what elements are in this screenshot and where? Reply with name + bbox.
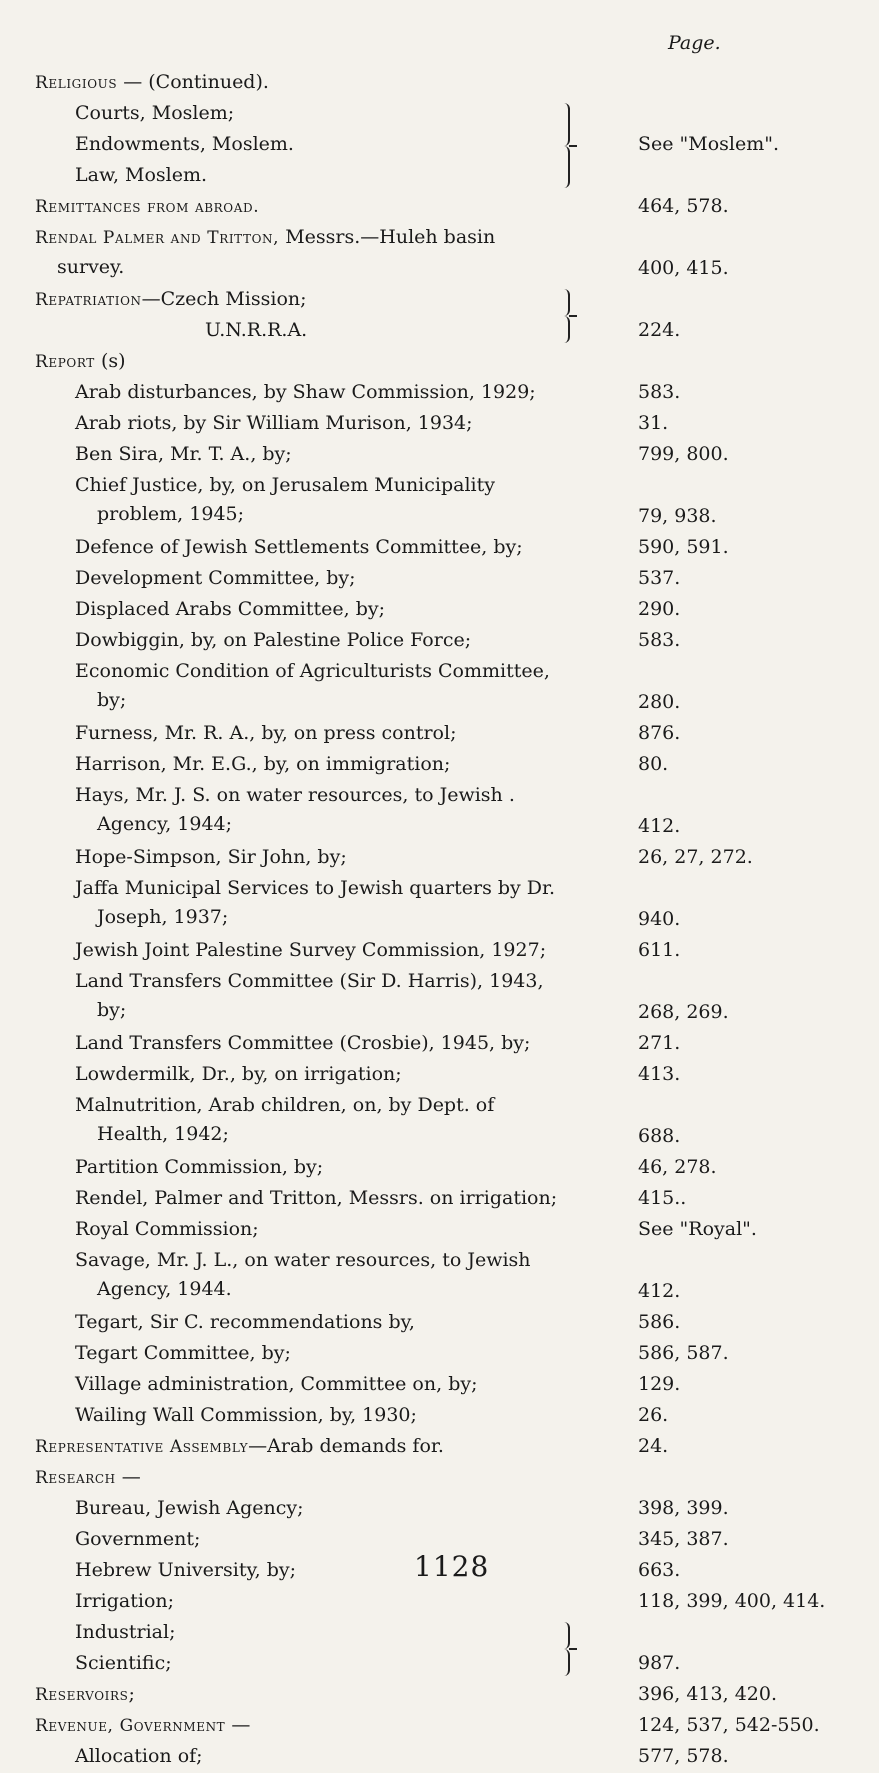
entry-label: Rendel, Palmer and Tritton, Messrs. on irrigation; [75, 1187, 558, 1209]
entry-continuation: by; [97, 999, 127, 1021]
entry-text [75, 564, 605, 593]
index-subentry-row [0, 595, 879, 626]
entry-page-ref: 31. [638, 412, 669, 434]
index-subentry-row [0, 564, 879, 595]
entry-page-ref: 268, 269. [638, 1001, 729, 1023]
entry-text [35, 1680, 635, 1710]
entry-page-ref: 124, 537, 542-550. [638, 1714, 820, 1736]
entry-text [35, 1711, 635, 1741]
entry-continuation: problem, 1945; [97, 503, 245, 525]
entry-label: Tegart Committee, by; [75, 1342, 291, 1364]
index-subentry-row [0, 1184, 879, 1215]
entry-text [75, 161, 605, 190]
entry-page-ref: 24. [638, 1435, 669, 1457]
entry-text [75, 874, 605, 932]
entry-continuation: Joseph, 1937; [97, 906, 229, 928]
index-subentry-row [0, 1060, 879, 1091]
entry-label: Lowdermilk, Dr., by, on irrigation; [75, 1063, 402, 1085]
entry-text [35, 68, 635, 98]
entry-text [35, 347, 635, 377]
entry-heading-rest: — [225, 1714, 251, 1736]
entry-page-ref: 413. [638, 1063, 681, 1085]
index-subentry-row [0, 161, 879, 192]
index-heading-row [0, 1680, 879, 1711]
entry-heading-rest: —Arab demands for. [248, 1435, 444, 1457]
index-subentry-row [0, 99, 879, 130]
grouping-brace-tip [569, 315, 577, 317]
index-subentry-row [0, 719, 879, 750]
entry-page-ref: 79, 938. [638, 505, 717, 527]
entry-page-ref: 46, 278. [638, 1156, 717, 1178]
entry-continuation: survey. [57, 256, 125, 278]
grouping-brace-tip [569, 1648, 577, 1650]
grouping-brace-lower [556, 316, 570, 343]
entry-page-ref: See "Royal". [638, 1218, 757, 1240]
entry-label: Partition Commission, by; [75, 1156, 324, 1178]
entry-page-ref: 398, 399. [638, 1497, 729, 1519]
entry-label: Malnutrition, Arab children, on, by Dept. of [75, 1094, 495, 1116]
entry-heading-rest: ; [128, 1683, 135, 1705]
index-subentry-row [0, 1587, 879, 1618]
grouping-brace-upper [556, 1622, 570, 1649]
entry-heading: Remittances from abroad. [35, 197, 260, 217]
index-heading-row [0, 347, 879, 378]
entry-text [75, 1525, 605, 1554]
index-subentry-row [0, 1091, 879, 1153]
entry-page-ref: 290. [638, 598, 681, 620]
entry-text [75, 1215, 605, 1244]
entry-page-ref: 271. [638, 1032, 681, 1054]
entry-page-ref: 396, 413, 420. [638, 1683, 777, 1705]
entry-heading: Report [35, 352, 95, 372]
entry-label: Hays, Mr. J. S. on water resources, to Jewish . [75, 784, 515, 806]
entry-text [35, 1463, 635, 1493]
page-number: 1128 [414, 1550, 490, 1583]
index-heading-row [0, 223, 879, 285]
entry-page-ref: 118, 399, 400, 414. [638, 1590, 826, 1612]
entry-heading-rest: — (Continued). [117, 71, 269, 93]
entry-text [75, 471, 605, 529]
entry-label: Economic Condition of Agriculturists Committee, [75, 660, 550, 682]
entry-text [75, 719, 605, 748]
entry-heading: Rendal Palmer and Tritton, [35, 228, 280, 248]
entry-text [75, 1184, 605, 1213]
index-subentry-row [0, 1308, 879, 1339]
index-subentry-row [0, 409, 879, 440]
entry-label: Displaced Arabs Committee, by; [75, 598, 386, 620]
entry-text [75, 1649, 605, 1678]
entry-text [75, 1246, 605, 1304]
entry-page-ref: 537. [638, 567, 681, 589]
entry-page-ref: 464, 578. [638, 195, 729, 217]
entry-label: Dowbiggin, by, on Palestine Police Force; [75, 629, 472, 651]
entry-label: Arab disturbances, by Shaw Commission, 1929; [75, 381, 536, 403]
entry-label: Savage, Mr. J. L., on water resources, to Jewish [75, 1249, 531, 1271]
entry-text [75, 378, 605, 407]
index-subentry-row [0, 1618, 879, 1649]
index-subentry-row [0, 967, 879, 1029]
index-subentry-row [0, 316, 879, 347]
entry-label: Endowments, Moslem. [75, 133, 294, 155]
grouping-brace-lower [556, 146, 570, 189]
entry-continuation: Agency, 1944. [97, 1278, 232, 1300]
entry-text [75, 1494, 605, 1523]
entry-label: Scientific; [75, 1652, 172, 1674]
entry-text [75, 1029, 605, 1058]
entry-page-ref: 80. [638, 753, 669, 775]
entry-page-ref: 412. [638, 1280, 681, 1302]
entry-label: Government; [75, 1528, 201, 1550]
entry-text [75, 595, 605, 624]
entry-page-ref: 26. [638, 1404, 669, 1426]
entry-text [35, 223, 635, 282]
entry-text [75, 1742, 605, 1771]
entry-label: Wailing Wall Commission, by, 1930; [75, 1404, 417, 1426]
entry-label: Allocation of; [75, 1745, 203, 1767]
entry-text [75, 750, 605, 779]
index-subentry-row [0, 936, 879, 967]
entry-page-ref: 345, 387. [638, 1528, 729, 1550]
entry-label: Jaffa Municipal Services to Jewish quarters by Dr. [75, 877, 556, 899]
entry-text [75, 533, 605, 562]
entry-heading-rest: —Czech Mission; [141, 288, 307, 310]
entry-page-ref: 26, 27, 272. [638, 846, 753, 868]
entry-label: Harrison, Mr. E.G., by, on immigration; [75, 753, 451, 775]
entry-label: Chief Justice, by, on Jerusalem Municipality [75, 474, 495, 496]
entry-label: Village administration, Committee on, by; [75, 1373, 478, 1395]
entry-text [75, 1153, 605, 1182]
index-subentry-row [0, 1215, 879, 1246]
index-subentry-row [0, 130, 879, 161]
entry-label: Furness, Mr. R. A., by, on press control; [75, 722, 457, 744]
entry-label: Irrigation; [75, 1590, 175, 1612]
entry-label: Bureau, Jewish Agency; [75, 1497, 304, 1519]
index-subentry-row [0, 874, 879, 936]
entry-page-ref: 280. [638, 691, 681, 713]
index-heading-row [0, 1463, 879, 1494]
index-heading-row [0, 285, 879, 316]
entry-page-ref: 799, 800. [638, 443, 729, 465]
entry-label: Tegart, Sir C. recommendations by, [75, 1311, 415, 1333]
entry-heading-rest: Messrs.—Huleh basin [279, 226, 496, 248]
entry-page-ref: 940. [638, 908, 681, 930]
entry-page-ref: 876. [638, 722, 681, 744]
index-subentry-row [0, 750, 879, 781]
entry-text [75, 1370, 605, 1399]
entry-label: Land Transfers Committee (Sir D. Harris), 1943, [75, 970, 544, 992]
entry-page-ref: 590, 591. [638, 536, 729, 558]
entry-page-ref: 663. [638, 1559, 681, 1581]
entry-label: Land Transfers Committee (Crosbie), 1945, by; [75, 1032, 531, 1054]
entry-text [75, 936, 605, 965]
entry-heading: Research [35, 1468, 116, 1488]
entry-page-ref: 412. [638, 815, 681, 837]
index-heading-row [0, 68, 879, 99]
entry-text [75, 1060, 605, 1089]
index-heading-row [0, 1432, 879, 1463]
entry-text [75, 781, 605, 839]
entry-page-ref: See "Moslem". [638, 133, 780, 155]
index-subentry-row [0, 1370, 879, 1401]
entry-text [75, 967, 605, 1025]
entry-heading: Reservoirs [35, 1685, 129, 1705]
grouping-brace-upper [556, 289, 570, 316]
entry-page-ref: 400, 415. [638, 257, 729, 279]
entry-text [75, 1091, 605, 1149]
entry-label: Hope-Simpson, Sir John, by; [75, 846, 347, 868]
entry-text [75, 440, 605, 469]
entry-text [75, 657, 605, 715]
entry-label: Arab riots, by Sir William Murison, 1934; [75, 412, 473, 434]
entry-text [75, 130, 605, 159]
entry-page-ref: 129. [638, 1373, 681, 1395]
entry-label: Law, Moslem. [75, 164, 208, 186]
entry-text [75, 99, 605, 128]
index-subentry-row [0, 1153, 879, 1184]
entry-label: Hebrew University, by; [75, 1559, 297, 1581]
entry-label: Industrial; [75, 1621, 176, 1643]
index-heading-row [0, 192, 879, 223]
index-subentry-row [0, 1649, 879, 1680]
index-subentry-row [0, 1339, 879, 1370]
entry-heading: Repatriation [35, 290, 142, 310]
entry-text [75, 843, 605, 872]
entry-continuation: by; [97, 689, 127, 711]
index-subentry-row [0, 471, 879, 533]
entry-text [75, 1401, 605, 1430]
index-heading-row [0, 1711, 879, 1742]
index-subentry-row [0, 1401, 879, 1432]
entry-label: Jewish Joint Palestine Survey Commission, 1927; [75, 939, 547, 961]
entry-page-ref: 611. [638, 939, 681, 961]
entry-label: U.N.R.R.A. [205, 319, 308, 341]
entry-heading: Religious [35, 73, 118, 93]
grouping-brace-tip [569, 145, 577, 147]
entry-text [75, 1339, 605, 1368]
entry-page-ref: 415.. [638, 1187, 687, 1209]
index-subentry-row [0, 843, 879, 874]
entry-page-ref: 586, 587. [638, 1342, 729, 1364]
entry-text [205, 316, 805, 345]
entry-continuation: Agency, 1944; [97, 813, 233, 835]
index-subentry-row [0, 1742, 879, 1773]
entry-text [35, 1432, 635, 1462]
entry-page-ref: 586. [638, 1311, 681, 1333]
entry-text [75, 409, 605, 438]
grouping-brace-upper [556, 103, 570, 146]
entry-label: Development Committee, by; [75, 567, 356, 589]
entry-label: Courts, Moslem; [75, 102, 235, 124]
index-subentry-row [0, 440, 879, 471]
entry-label: Ben Sira, Mr. T. A., by; [75, 443, 292, 465]
entry-heading-rest: — [115, 1466, 141, 1488]
entry-text [75, 1308, 605, 1337]
index-subentry-row [0, 533, 879, 564]
entry-heading-rest: (s) [94, 350, 126, 372]
entry-text [75, 1618, 605, 1647]
grouping-brace-lower [556, 1649, 570, 1676]
index-subentry-row [0, 781, 879, 843]
entry-text [75, 626, 605, 655]
entry-continuation: Health, 1942; [97, 1123, 229, 1145]
entry-page-ref: 583. [638, 381, 681, 403]
entry-heading: Representative Assembly [35, 1437, 249, 1457]
entry-label: Royal Commission; [75, 1218, 259, 1240]
index-subentry-row [0, 657, 879, 719]
entry-page-ref: 583. [638, 629, 681, 651]
entry-text [35, 285, 635, 315]
page-column-header: Page. [668, 32, 721, 54]
index-subentry-row [0, 1494, 879, 1525]
entry-text [75, 1587, 605, 1616]
entry-page-ref: 987. [638, 1652, 681, 1674]
entry-text [35, 192, 635, 222]
entry-label: Defence of Jewish Settlements Committee, by; [75, 536, 523, 558]
index-subentry-row [0, 626, 879, 657]
entry-page-ref: 224. [638, 319, 681, 341]
entry-heading: Revenue, Government [35, 1716, 226, 1736]
entry-text [75, 1556, 605, 1585]
index-subentry-row [0, 1246, 879, 1308]
entry-page-ref: 577, 578. [638, 1745, 729, 1767]
index-subentry-row [0, 1029, 879, 1060]
index-subentry-row [0, 378, 879, 409]
entry-page-ref: 688. [638, 1125, 681, 1147]
